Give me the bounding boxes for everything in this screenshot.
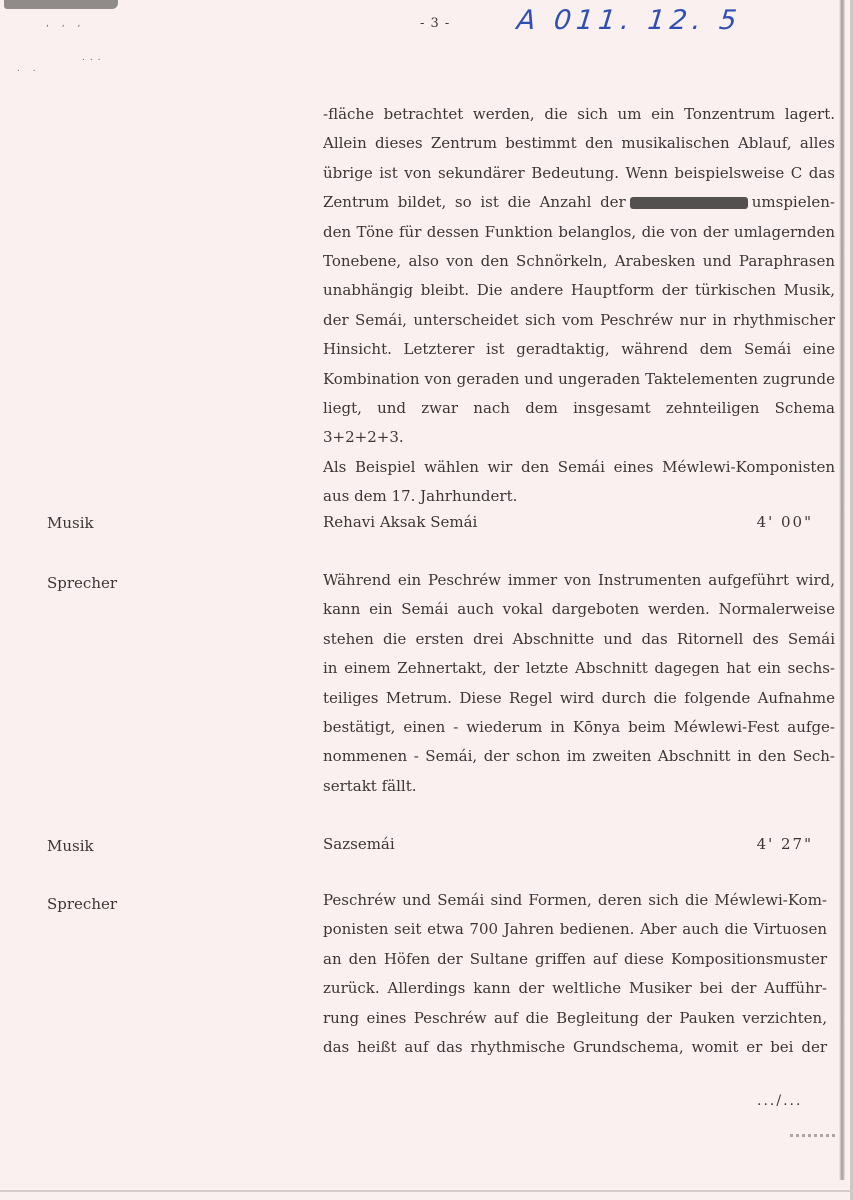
text-line: rung eines Peschréw auf die Begleitung der Pauken verzichten, <box>323 1008 827 1027</box>
text-line: Kombination von geraden und ungeraden Taktelementen zugrunde <box>323 369 835 388</box>
scan-specks: , , , <box>46 19 86 29</box>
text-line: Während ein Peschréw immer von Instrumenten aufgeführt wird, <box>323 571 835 589</box>
text-line: unabhängig bleibt. Die andere Hauptform der türkischen Musik, <box>323 281 835 300</box>
paragraph-1 <box>323 100 835 512</box>
text-line-redacted <box>323 188 835 217</box>
text-line: Allein dieses Zentrum bestimmt den musikalischen Ablauf, alles <box>323 134 835 153</box>
text-line: den Töne für dessen Funktion belanglos, die von der umlagernden <box>323 222 835 241</box>
scan-smudge <box>4 0 118 9</box>
text-line: das heißt auf das rhythmische Grundschema, womit er bei der <box>323 1038 827 1057</box>
text-line: teiliges Metrum. Diese Regel wird durch die folgende Aufnahme <box>323 688 835 707</box>
scan-specks: . . <box>17 64 41 74</box>
text-line: sertakt fällt. <box>323 776 417 795</box>
text-line: der Semái, unterscheidet sich vom Peschréw nur in rhythmischer <box>323 310 835 329</box>
text-line: zurück. Allerdings kann der weltliche Musiker bei der Aufführ- <box>323 979 827 998</box>
musik-label: Musik <box>47 514 94 532</box>
text-fragment: umspielen- <box>751 193 835 212</box>
text-line: aus dem 17. Jahrhundert. <box>323 487 518 506</box>
text-line: an den Höfen der Sultane griffen auf diese Kompositionsmuster <box>323 949 827 968</box>
text-line: Peschréw und Semái sind Formen, deren sich die Méwlewi-Kom- <box>323 891 827 909</box>
music-entry <box>323 513 813 531</box>
text-line: ponisten seit etwa 700 Jahren bedienen. Aber auch die Virtuosen <box>323 920 827 939</box>
sprecher-label: Sprecher <box>47 574 118 592</box>
music-duration: 4' 27" <box>756 835 813 853</box>
text-line: kann ein Semái auch vokal dargeboten werden. Normalerweise <box>323 600 835 619</box>
scan-edge-shadow <box>839 0 845 1180</box>
text-line: stehen die ersten drei Abschnitte und das Ritornell des Semái <box>323 629 835 648</box>
music-duration: 4' 00" <box>756 513 813 531</box>
archive-mark: A 011. 12. 5 <box>515 5 744 36</box>
music-entry <box>323 835 813 853</box>
text-fragment: Zentrum bildet, so ist die Anzahl der <box>323 193 626 212</box>
text-line: bestätigt, einen - wiederum in Kōnya beim Méwlewi-Fest aufge- <box>323 718 835 737</box>
scan-bottom-edge <box>0 1190 853 1192</box>
text-line: -fläche betrachtet werden, die sich um ein Tonzentrum lagert. <box>323 105 835 123</box>
continuation-mark: .../... <box>757 1093 803 1109</box>
text-line: liegt, und zwar nach dem insgesamt zehnteiligen Schema 3+2+2+3. <box>323 399 835 447</box>
text-line: Hinsicht. Letzterer ist geradtaktig, während dem Semái eine <box>323 340 835 359</box>
musik-label: Musik <box>47 837 94 855</box>
sprecher-paragraph-1 <box>323 566 835 801</box>
music-title: Sazsemái <box>323 835 395 853</box>
text-line: übrige ist von sekundärer Bedeutung. Wenn beispielsweise C das <box>323 163 835 182</box>
redaction-bar <box>630 197 748 209</box>
music-title: Rehavi Aksak Semái <box>323 513 478 531</box>
text-line: in einem Zehnertakt, der letzte Abschnitt dagegen hat ein sechs- <box>323 659 835 678</box>
text-line: nommenen - Semái, der schon im zweiten Abschnitt in den Sech- <box>323 747 835 766</box>
text-line: Tonebene, also von den Schnörkeln, Arabesken und Paraphrasen <box>323 252 835 271</box>
text-line: Als Beispiel wählen wir den Semái eines Méwlewi-Komponisten <box>323 457 835 476</box>
sprecher-paragraph-2 <box>323 886 827 1062</box>
page-number: - 3 - <box>420 16 451 31</box>
scan-specks: ... <box>82 53 106 63</box>
sprecher-label: Sprecher <box>47 895 118 913</box>
scan-mark <box>790 1134 838 1137</box>
